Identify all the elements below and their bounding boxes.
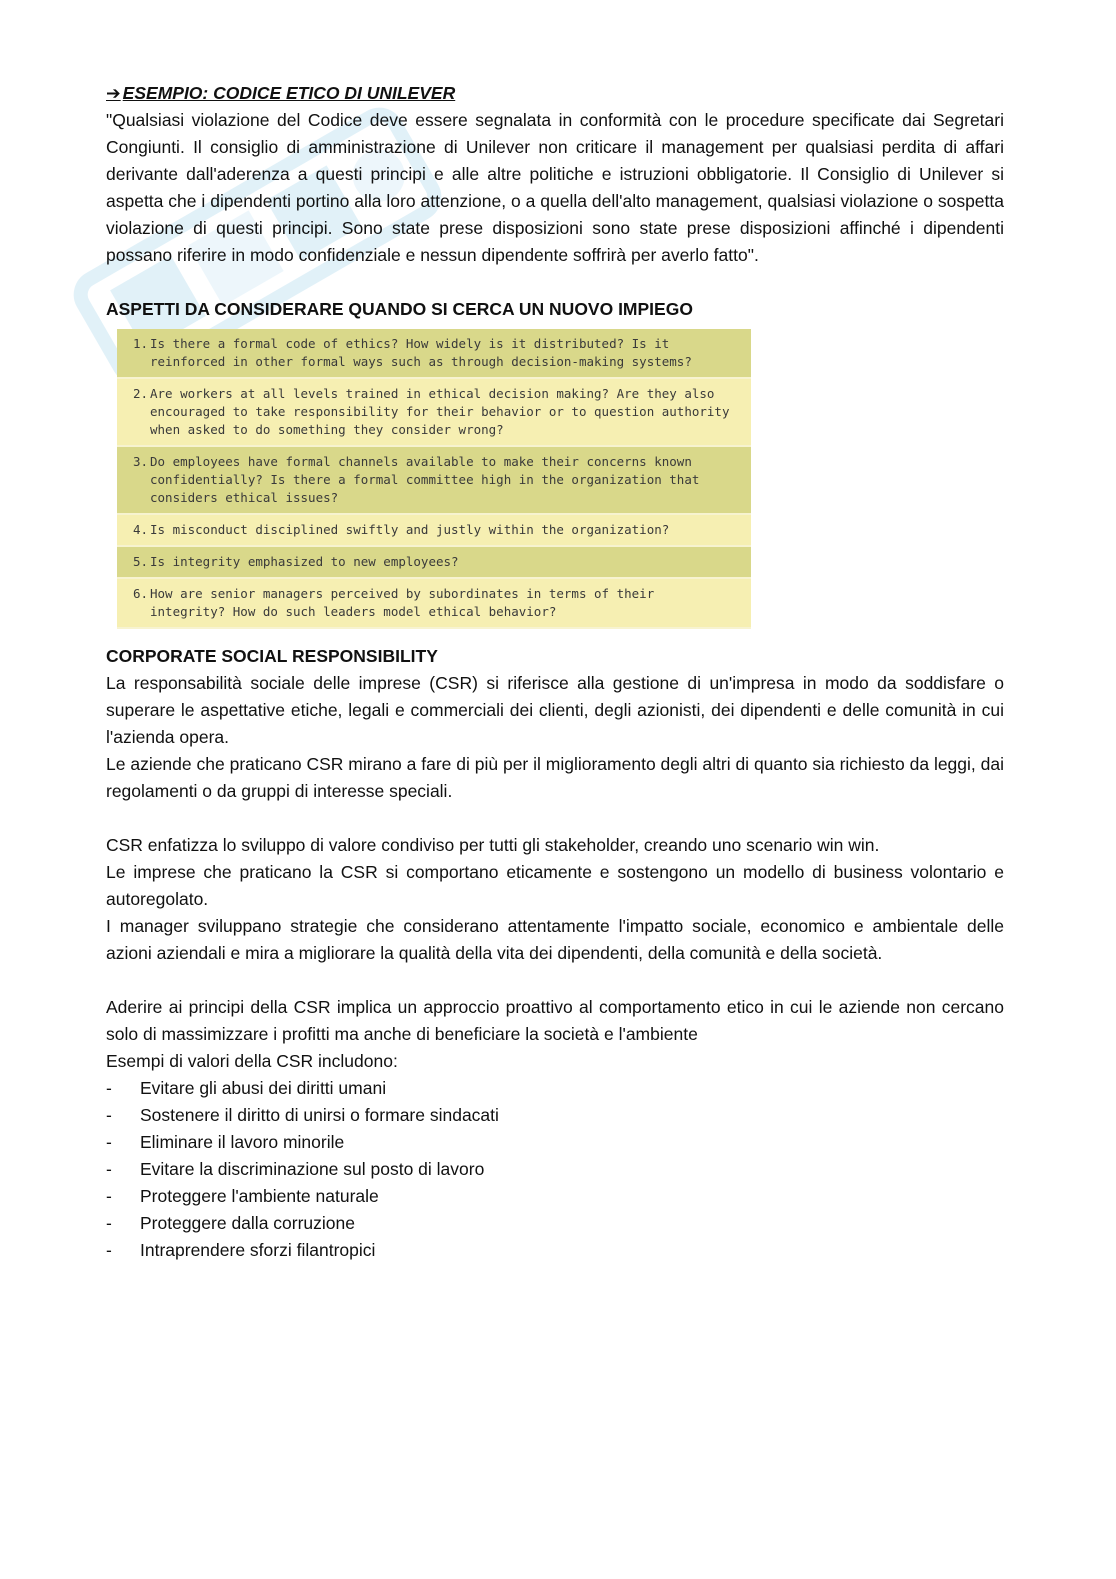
checklist-item: 5. Is integrity emphasized to new employees? [117, 547, 751, 579]
checklist-item: 6. How are senior managers perceived by subordinates in terms of their integrity? How do such leaders model ethical behavior? [117, 579, 751, 629]
example-quote: "Qualsiasi violazione del Codice deve essere segnalata in conformità con le procedure specificate dai Segretari Congiunti. Il consiglio di amministrazione di Unilever non criticare il management per qualsiasi perdita di affari derivante dall'aderenza a questi principi e alle altre politiche e istruzioni obbligatorie. Il Consiglio di Unilever si aspetta che i dipendenti portino alla loro attenzione, o a quella dell'alto management, qualsiasi violazione o sospetta violazione di questi principi. Sono state prese disposizioni sono state prese disposizioni affinché i dipendenti possano riferire in modo confidenziale e nessun dipendente soffrirà per averlo fatto". [106, 110, 1004, 265]
document-page [106, 80, 1004, 1264]
list-item: - Intraprendere sforzi filantropici [106, 1237, 1004, 1264]
csr-paragraph: La responsabilità sociale delle imprese (CSR) si riferisce alla gestione di un'impresa in modo da soddisfare o superare le aspettative etiche, legali e commerciali dei clienti, degli azionisti, dei dipendenti e delle comunità in cui l'azienda opera. [106, 673, 1004, 747]
list-item: - Sostenere il diritto di unirsi o formare sindacati [106, 1102, 1004, 1129]
list-item: - Proteggere l'ambiente naturale [106, 1183, 1004, 1210]
list-item: - Evitare gli abusi dei diritti umani [106, 1075, 1004, 1102]
example-heading-text: ESEMPIO: CODICE ETICO DI UNILEVER [122, 83, 456, 103]
csr-values-list [106, 1075, 1004, 1264]
example-heading [106, 80, 1004, 107]
csr-paragraph: Aderire ai principi della CSR implica un approccio proattivo al comportamento etico in cui le aziende non cercano solo di massimizzare i profitti ma anche di beneficiare la società e l'ambiente [106, 997, 1004, 1044]
aspects-heading: ASPETTI DA CONSIDERARE QUANDO SI CERCA UN NUOVO IMPIEGO [106, 299, 693, 319]
dash-bullet: - [106, 1186, 112, 1206]
dash-bullet: - [106, 1159, 112, 1179]
csr-list-intro: Esempi di valori della CSR includono: [106, 1051, 398, 1071]
dash-bullet: - [106, 1105, 112, 1125]
dash-bullet: - [106, 1078, 112, 1098]
list-item: - Proteggere dalla corruzione [106, 1210, 1004, 1237]
ethics-checklist [117, 329, 751, 629]
list-item: - Eliminare il lavoro minorile [106, 1129, 1004, 1156]
csr-paragraph: I manager sviluppano strategie che considerano attentamente l'impatto sociale, economico e ambientale delle azioni aziendali e mira a migliorare la qualità della vita dei dipendenti, della comunità e della società. [106, 916, 1004, 963]
checklist-item: 1. Is there a formal code of ethics? How widely is it distributed? Is it reinforced in other formal ways such as through decision-making systems? [117, 329, 751, 379]
right-arrow-icon: ➔ [106, 83, 121, 103]
csr-paragraph: CSR enfatizza lo sviluppo di valore condiviso per tutti gli stakeholder, creando uno scenario win win. [106, 835, 880, 855]
checklist-item: 2. Are workers at all levels trained in ethical decision making? Are they also encouraged to take responsibility for their behavior or to question authority when asked to do something they consider wrong? [117, 379, 751, 447]
checklist-item: 4. Is misconduct disciplined swiftly and justly within the organization? [117, 515, 751, 547]
csr-paragraph: Le imprese che praticano la CSR si comportano eticamente e sostengono un modello di business volontario e autoregolato. [106, 862, 1004, 909]
list-item: - Evitare la discriminazione sul posto di lavoro [106, 1156, 1004, 1183]
dash-bullet: - [106, 1213, 112, 1233]
csr-heading: CORPORATE SOCIAL RESPONSIBILITY [106, 646, 438, 666]
dash-bullet: - [106, 1132, 112, 1152]
dash-bullet: - [106, 1240, 112, 1260]
csr-paragraph: Le aziende che praticano CSR mirano a fare di più per il miglioramento degli altri di quanto sia richiesto da leggi, dai regolamenti o da gruppi di interesse speciali. [106, 754, 1004, 801]
checklist-item: 3. Do employees have formal channels available to make their concerns known confidentially? Is there a formal committee high in the organization that considers ethical issues? [117, 447, 751, 515]
